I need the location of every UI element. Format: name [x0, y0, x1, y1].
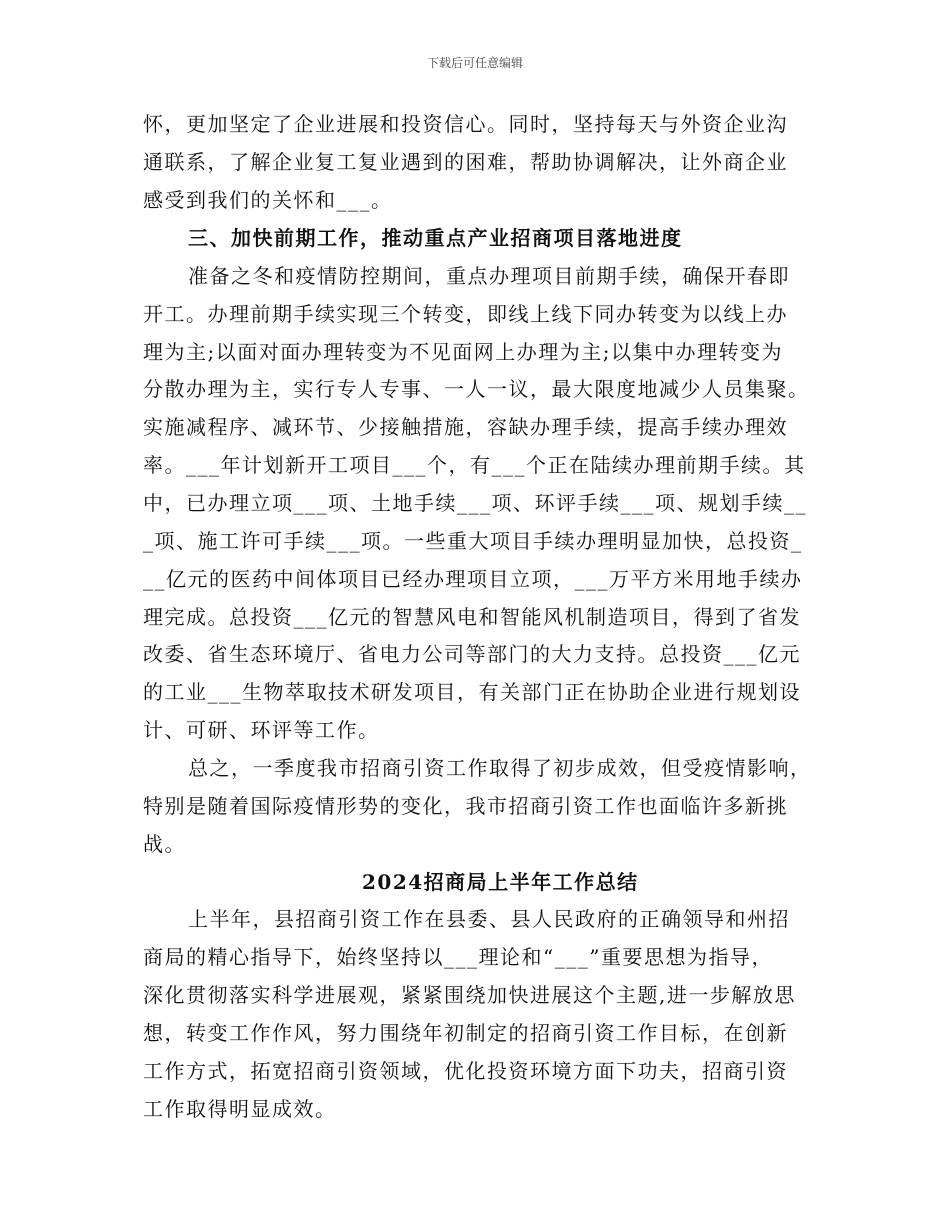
body-text-line: _项、施工许可手续___项。一些重大项目手续办理明显加快，总投资_ [143, 529, 803, 553]
document-title: 2024招商局上半年工作总结 [362, 870, 639, 894]
body-text-line: 中，已办理立项___项、土地手续___项、环评手续___项、规划手续__ [143, 491, 807, 515]
body-text-line: 战。 [143, 832, 186, 856]
body-text-line: 工作取得明显成效。 [143, 1097, 337, 1121]
body-text-line: 深化贯彻落实科学进展观，紧紧围绕加快进展这个主题,进一步解放思 [143, 983, 796, 1007]
section-heading: 三、加快前期工作，推动重点产业招商项目落地进度 [188, 226, 683, 250]
body-text-line: 上半年，县招商引资工作在县委、县人民政府的正确领导和州招 [188, 907, 790, 931]
body-text-line: 理为主;以面对面办理转变为不见面网上办理为主;以集中办理转变为 [143, 340, 783, 364]
body-text-line: 分散办理为主，实行专人专事、一人一议，最大限度地减少人员集聚。 [143, 377, 810, 401]
body-text-line: 实施减程序、减环节、少接触措施，容缺办理手续，提高手续办理效 [143, 415, 788, 439]
body-text-line: 通联系，了解企业复工复业遇到的困难，帮助协调解决，让外商企业 [143, 150, 788, 174]
body-text-line: 理完成。总投资___亿元的智慧风电和智能风机制造项目，得到了省发 [143, 605, 801, 629]
body-text-line: 准备之冬和疫情防控期间，重点办理项目前期手续，确保开春即 [188, 264, 790, 288]
body-text-line: 计、可研、环评等工作。 [143, 718, 380, 742]
page-header-note: 下载后可任意编辑 [426, 56, 523, 70]
body-text-line: 特别是随着国际疫情形势的变化，我市招商引资工作也面临许多新挑 [143, 794, 788, 818]
body-text-line: 率。___年计划新开工项目___个，有___个正在陆续办理前期手续。其 [143, 453, 806, 477]
body-text-line: 怀，更加坚定了企业进展和投资信心。同时，坚持每天与外资企业沟 [143, 112, 788, 136]
body-text-line: __亿元的医药中间体项目已经办理项目立项，___万平方米用地手续办 [143, 567, 803, 591]
body-text-line: 想，转变工作作风，努力围绕年初制定的招商引资工作目标，在创新 [143, 1021, 788, 1045]
body-text-line: 改委、省生态环境厅、省电力公司等部门的大力支持。总投资___亿元 [143, 642, 801, 666]
body-text-line: 开工。办理前期手续实现三个转变，即线上线下同办转变为以线上办 [143, 302, 788, 326]
body-text-line: 感受到我们的关怀和___。 [143, 188, 393, 212]
body-text-line: 的工业___生物萃取技术研发项目，有关部门正在协助企业进行规划设 [143, 680, 801, 704]
body-text-line: 商局的精心指导下，始终坚持以___理论和“___”重要思想为指导， [143, 945, 773, 969]
body-text-line: 总之，一季度我市招商引资工作取得了初步成效，但受疫情影响， [188, 756, 812, 780]
body-text-line: 工作方式，拓宽招商引资领域，优化投资环境方面下功夫，招商引资 [143, 1059, 788, 1083]
